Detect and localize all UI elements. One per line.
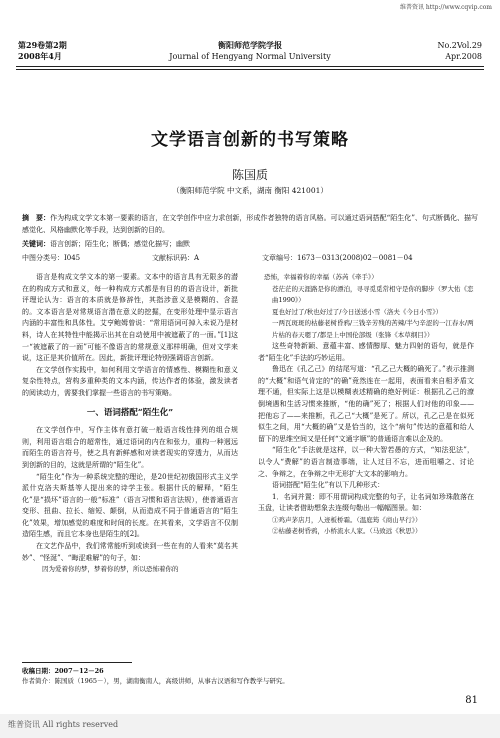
volume-en: No.2Vol.29 xyxy=(437,41,482,50)
bottom-bar-text: 维普资讯 All rights reserved xyxy=(8,720,119,729)
date-en: Apr.2008 xyxy=(445,52,482,61)
paragraph: 1．名词并置：即不用谓词构成完整的句子，让名词如珍珠散落在玉盘，让读者借助想象去连缀句勒出一幅幅图景。如： xyxy=(258,492,474,513)
keywords-label: 关键词： xyxy=(22,239,50,249)
article-number: 文章编号：1673－0313(2008)02－0081－04 xyxy=(262,253,413,262)
footnote-rule xyxy=(22,662,132,663)
quote: 因为爱着你的梦，梦着你的梦，所以恐怖着你的 xyxy=(42,565,179,574)
journal-cn: 衡阳师范学院学报 xyxy=(218,40,282,50)
left-column xyxy=(22,272,238,576)
section-heading: 一、语词搭配“陌生化” xyxy=(86,407,174,418)
right-column xyxy=(258,272,474,538)
meta-row xyxy=(22,253,478,265)
volume-cn: 第29卷第2期 xyxy=(18,40,67,50)
paragraph: 语言是构成文学文本的第一要素。文本中的语言具有无限多的潜在的构成方式和意义，每一种构成方式都是有目的的语言设计，新批评理论认为：语言的本质就是修辞性，其指涉意义是模糊的、含混的。文本语言是对常规语言潜在意义的挖掘，在变形处理中显示语言内涵的丰富性和具体性。艾亨鲍姆曾说：“常用语词可掉入未说乃是材料，诗人在其特性中能揭示出其在自动使用中被遮蔽了的一面。”[1]这一“被遮蔽了的一面”可能不像语言的常规意义那样明确，但对文学来说，这正是其价值所在。因此，新批评理论特别强调语言创新。 xyxy=(22,273,238,363)
paragraph: “陌生化”手法就是这样，以一种大智若愚的方式，“知法犯法”，以令人“费解”的语言制造事端，让人过目不忘，进而咀嚼之、讨论之、争辩之，在争辩之中无形扩大文本的影响力。 xyxy=(258,446,474,478)
abstract-block xyxy=(22,212,478,264)
keywords xyxy=(22,238,478,251)
header-rule-thin xyxy=(16,69,484,70)
abstract-label: 摘 要： xyxy=(22,213,51,222)
keywords-text: 语言创新；陌生化；断偶；感觉化描写；幽默 xyxy=(50,240,190,249)
abstract-text: 作为构成文学文本第一要素的语言，在文学创作中应力求创新，形成作者独特的语言风格。可以通过语词搭配“陌生化”、句式断偶化、描写感觉化、风格幽默化等手段，达到创新的目的。 xyxy=(22,214,479,234)
watermark: 维普资讯 http://www.cqvip.com xyxy=(399,4,492,11)
journal-en: Journal of Hengyang Normal University xyxy=(169,52,331,61)
quote: ②枯藤老树昏鸦，小桥流水人家。（马致远《秋思》） xyxy=(272,527,422,536)
paragraph: 这些奇特新颖、意蕴丰富、感情醇厚、魅力四射的语句，就是作者“陌生化”手法的巧妙运用。 xyxy=(258,342,474,362)
received-date: 收稿日期：2007－12－26 xyxy=(22,667,104,675)
footnote xyxy=(22,666,482,686)
quote: 苍茫茫的天涯路是你的漂泊，寻寻觅觅常相守是你的脚步（罗大佑《恋曲1990》） xyxy=(272,284,474,304)
header-rule xyxy=(16,66,484,67)
affiliation: （衡阳师范学院 中文系，湖南 衡阳 421001） xyxy=(172,186,328,195)
author-name: 陈国质 xyxy=(231,168,268,182)
page-number: 81 xyxy=(465,695,478,706)
date-cn: 2008年4月 xyxy=(18,51,62,61)
paragraph: 鲁迅在《孔乙己》的结尾写道：“孔乙己大概的确死了。”表示推测的“大概”和语气肯定的“的确”竟然连在一起用，表面看来自相矛盾文理不通，但实际上这是以模糊表述精确的绝好例证：根据孔乙己的潦倒境遇和生活习惯来推断，“他的确”死了；根据人们对他的印象——把他忘了——来推断，孔乙己“大概”是死了。所以，孔乙己是在似死似生之间，用“大概的确”又是恰当的，这个“病句”传达的意蕴和给人留下的思维空间又是任何“文通字顺”的普通语言难以企及的。 xyxy=(258,365,474,443)
paragraph: 在文艺作品中，我们常常能听到或读到一些在有的人看来“莫名其妙”、“怪涎”、“晦涩难解”的句子，如： xyxy=(22,542,238,562)
author-bio: 作者简介：陈国质（1965－），男，湖南衡南人，高级讲师，从事古汉语和写作教学与研究。 xyxy=(22,677,289,685)
abstract xyxy=(22,212,478,236)
quote: 夏也好过了/秋也好过了/今日送送小雪（洛夫《今日小雪》） xyxy=(272,307,443,316)
header-right xyxy=(438,40,482,62)
header-center xyxy=(0,40,500,62)
paragraph: 语词搭配“陌生化”有以下几种形式： xyxy=(272,481,385,490)
paragraph: 在文学创作实践中，如何利用文学语言的情感性、模糊性和意义复杂性特点，营构多重种类的文本内涵，传达作者的体验，激发读者的阅读动力，需要我们掌握一些语言的书写策略。 xyxy=(22,365,238,397)
quote: 一两瓦斑斑的枯藤老树昏鸦/三钱辛芳残的苦辣/半勺辛涩的一江春水/两片枯的春天嗯了/都是上中国伦部级（张锋《本草纲目》） xyxy=(272,319,474,339)
quote: 恐怖，幸福着你的幸福（苏芮《牵手》） xyxy=(264,273,378,281)
document-code: 文献标识码：A xyxy=(152,253,200,262)
article-title: 文学语言创新的书写策略 xyxy=(151,130,349,150)
paragraph: “陌生化”作为一种系统完整的理论，是20世纪初俄国形式主义学派什克洛夫斯基等人提出来的诗学主张。根据什氏的解释，“陌生化”是“损坏”语言的一般“标准”（语言习惯和语言法规），使普通语言变形、扭曲、拉长、缩短、颠倒，从而造成不同于普通语言的“陌生化”效果，增加感觉的难度和时间的长度。在其看来，文学语言不仅制造陌生感，而且它本身也是陌生的[2]。 xyxy=(22,472,238,539)
clc-number: 中图分类号：I045 xyxy=(22,253,81,262)
paragraph: 在文学创作中，写作主体有意打破一般语言线性排列的组合规则，利用语言组合的超常性，通过语词的内在和张力，重构一种迥远而陌生的语言符号，使之具有新鲜感和对读者现实的穿透力，从而达到创新的目的，这就是所谓的“陌生化”。 xyxy=(22,426,238,469)
quote: ①鸡声茅店月，人迹板桥霜。（温庭筠《商山早行》） xyxy=(272,515,422,524)
